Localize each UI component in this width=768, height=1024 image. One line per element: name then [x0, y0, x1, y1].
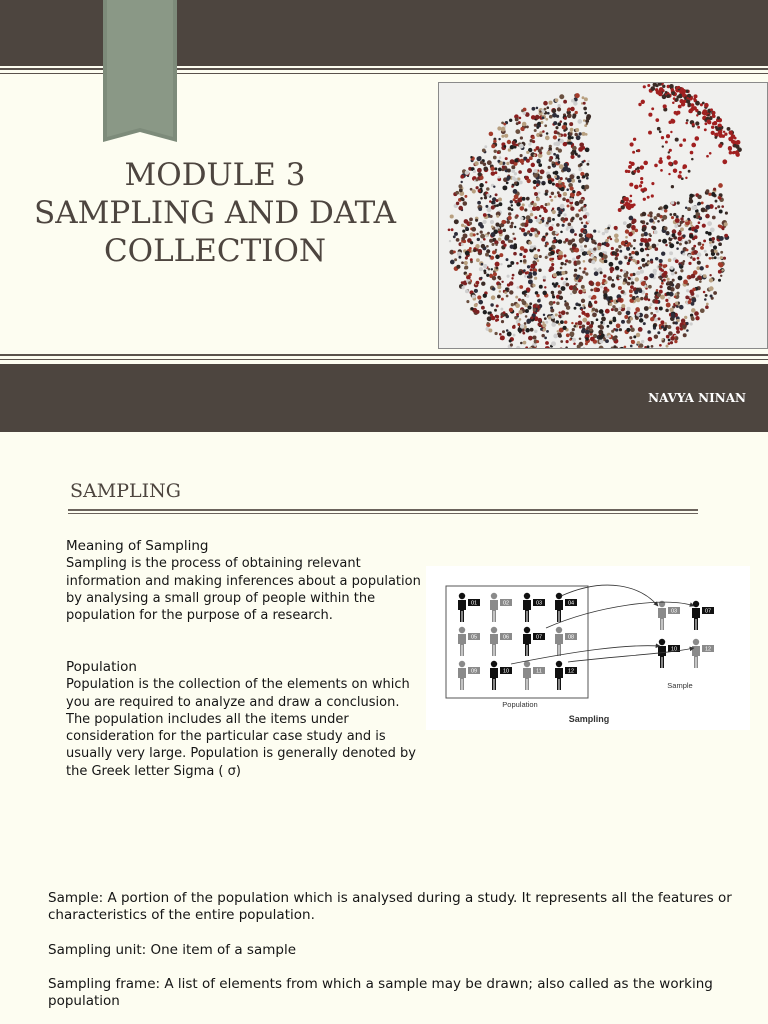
sample-person [692, 601, 714, 630]
crowd-pie-image [439, 83, 768, 349]
sample-label: Sample [667, 681, 693, 690]
population-text: Population is the collection of the elements on which you are required to analyze and draw a conclusion. The population includes all the items under consideration for the particular case study and is usually very large. Population is generally denoted by the Greek letter Sigma ( σ) [66, 677, 417, 779]
svg-text:10: 10 [502, 668, 510, 675]
svg-text:06: 06 [502, 634, 510, 641]
svg-text:04: 04 [567, 600, 575, 607]
sample-person [692, 639, 714, 668]
sample-person [658, 601, 680, 630]
definition-text: A portion of the population which is analysed during a study. It represents all the features or characteristics of the entire population. [48, 890, 732, 923]
population-heading: Population [66, 659, 137, 675]
svg-text:12: 12 [704, 646, 712, 653]
definition-term: Sampling unit: [48, 942, 147, 958]
section-rule-thin [68, 513, 698, 514]
svg-text:10: 10 [670, 646, 678, 653]
svg-text:11: 11 [536, 668, 542, 675]
section-title: SAMPLING [70, 480, 181, 502]
population-person [458, 627, 480, 656]
sampling-diagram [426, 566, 750, 730]
title-line-3: COLLECTION [103, 233, 327, 269]
svg-text:05: 05 [470, 634, 478, 641]
population-person [523, 627, 545, 656]
photo-rule [0, 354, 768, 356]
svg-text:02: 02 [502, 600, 510, 607]
meaning-block [66, 538, 426, 624]
svg-text:03: 03 [535, 600, 543, 607]
svg-text:12: 12 [567, 668, 575, 675]
definition-text: One item of a sample [146, 942, 296, 958]
photo-rule-thin [0, 359, 768, 360]
population-person [523, 593, 545, 622]
definition-text: : A list of elements from which a sample may be drawn; also called as the working population [48, 976, 713, 1009]
definition-sampling-unit [48, 942, 738, 959]
population-person [555, 661, 577, 690]
meaning-heading: Meaning of Sampling [66, 538, 209, 554]
definition-term: Sampling frame [48, 976, 156, 992]
population-person [523, 661, 545, 690]
meaning-text: Sampling is the process of obtaining relevant information and making inferences about a population by analysing a small group of people within the population for the purpose of a research. [66, 556, 421, 624]
population-person [490, 627, 512, 656]
title-line-2: SAMPLING AND DATA [34, 195, 396, 231]
crowd-pie-photo [438, 82, 768, 349]
sample-person [658, 639, 680, 668]
population-person [458, 661, 480, 690]
section-rule [68, 509, 698, 511]
svg-text:09: 09 [470, 668, 478, 675]
population-person [490, 661, 512, 690]
population-label: Population [502, 700, 538, 709]
population-person [555, 627, 577, 656]
population-block [66, 659, 426, 780]
diagram-caption: Sampling [568, 714, 610, 724]
svg-text:08: 08 [567, 634, 575, 641]
population-person [490, 593, 512, 622]
sampling-diagram-svg [426, 566, 750, 730]
title-line-1: MODULE 3 [124, 157, 306, 193]
svg-text:03: 03 [670, 608, 678, 615]
population-person [458, 593, 480, 622]
svg-text:07: 07 [704, 608, 712, 615]
definition-sampling-frame [48, 976, 738, 1010]
definition-sample [48, 890, 738, 924]
svg-text:01: 01 [470, 600, 478, 607]
author-name: NAVYA NINAN [648, 391, 746, 405]
definition-term: Sample: [48, 890, 104, 906]
svg-text:07: 07 [535, 634, 543, 641]
bookmark-ribbon [103, 0, 177, 142]
slide-title [10, 156, 420, 270]
